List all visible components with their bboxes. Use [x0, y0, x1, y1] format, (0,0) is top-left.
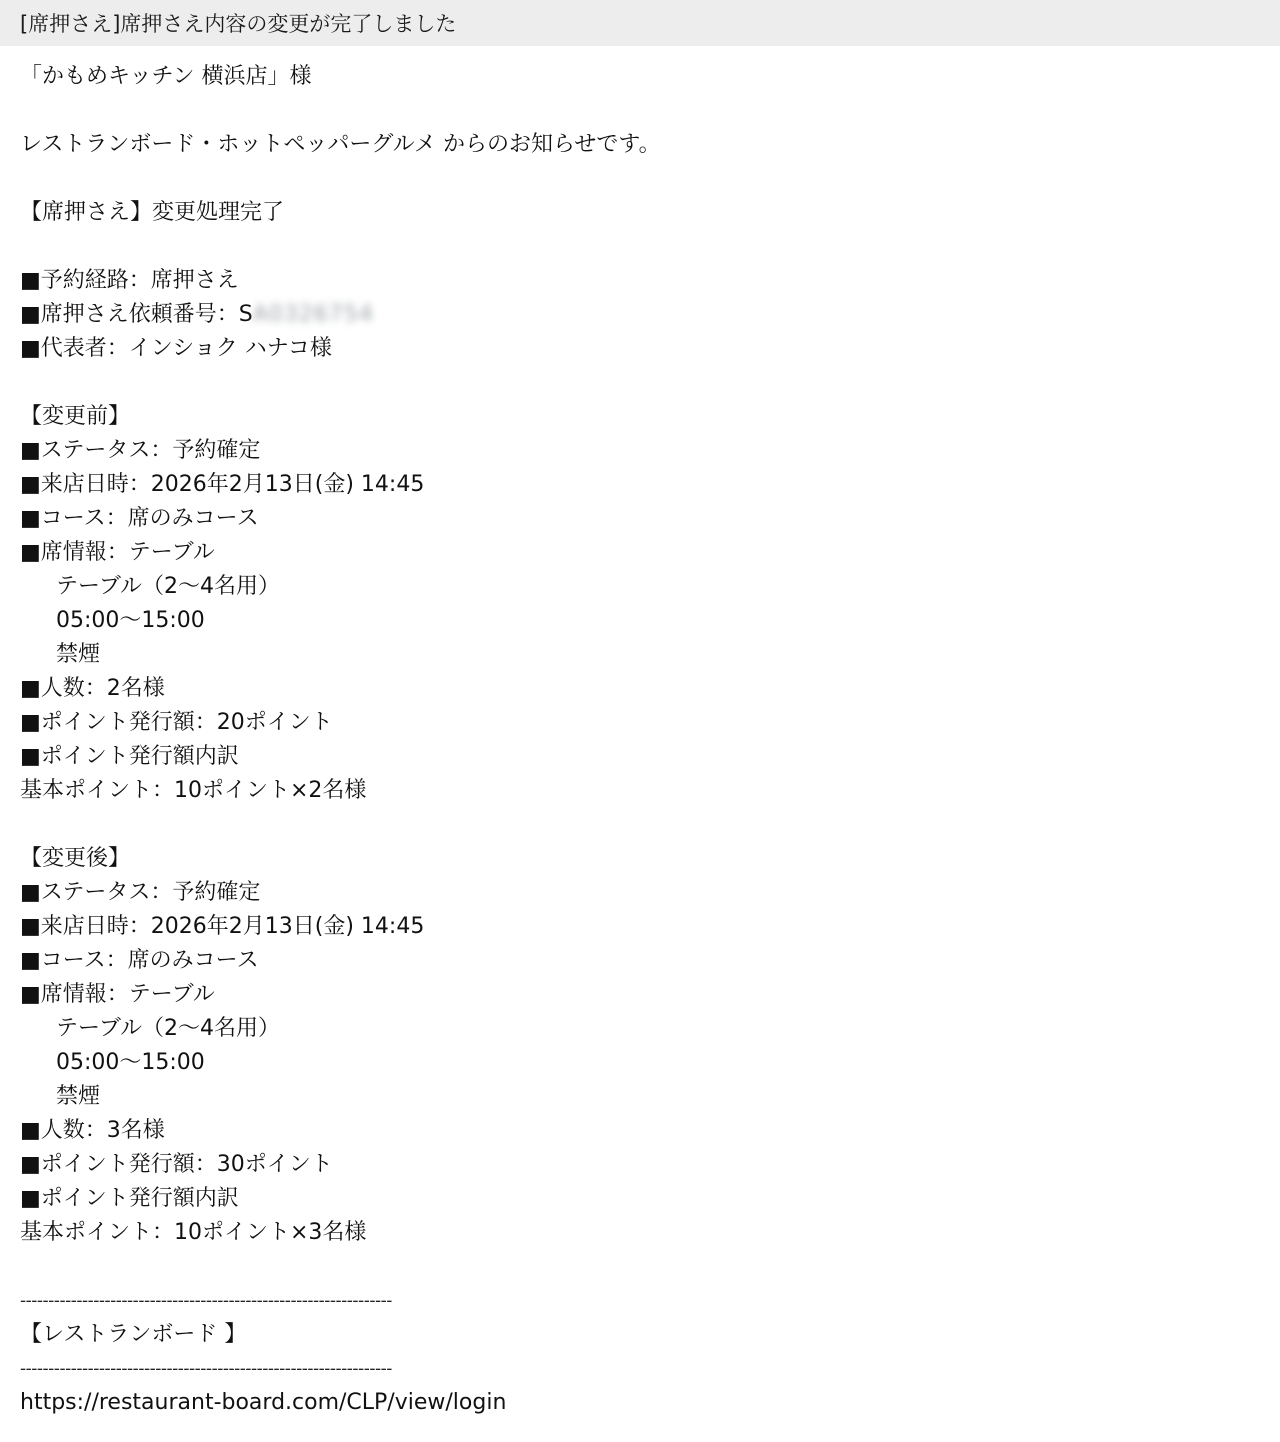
before-seat-smoking: 禁煙: [56, 642, 101, 667]
footer-brand: 【レストランボード 】: [20, 1322, 247, 1347]
divider-top: ------------------------------------------------------------------: [20, 1291, 392, 1311]
after-seat-hours: 05:00〜15:00: [56, 1050, 205, 1075]
before-points: ■ポイント発行額：20ポイント: [20, 710, 333, 735]
after-seat-smoking: 禁煙: [56, 1084, 101, 1109]
before-points-breakdown: 基本ポイント：10ポイント×2名様: [20, 778, 367, 803]
before-course: ■コース：席のみコース: [20, 506, 259, 531]
section-heading: 【席押さえ】変更処理完了: [20, 200, 285, 225]
after-seat: ■席情報：テーブル: [20, 982, 215, 1007]
request-number-label: ■席押さえ依頼番号：S: [20, 302, 253, 327]
before-status: ■ステータス：予約確定: [20, 438, 261, 463]
after-datetime: ■来店日時：2026年2月13日(金) 14:45: [20, 914, 425, 939]
greeting: 「かもめキッチン 横浜店」様: [20, 64, 312, 89]
after-seat-type: テーブル（2〜4名用）: [56, 1016, 281, 1041]
before-seat-hours: 05:00〜15:00: [56, 608, 205, 633]
before-datetime: ■来店日時：2026年2月13日(金) 14:45: [20, 472, 425, 497]
after-points-breakdown: 基本ポイント：10ポイント×3名様: [20, 1220, 367, 1245]
request-number-blurred: A0326754: [252, 302, 374, 327]
after-points: ■ポイント発行額：30ポイント: [20, 1152, 333, 1177]
footer-block: [20, 1284, 1280, 1420]
before-seat-type: テーブル（2〜4名用）: [56, 574, 281, 599]
before-title: 【変更前】: [20, 404, 131, 429]
after-status: ■ステータス：予約確定: [20, 880, 261, 905]
route-line: ■予約経路：席押さえ: [20, 268, 239, 293]
login-link[interactable]: https://restaurant-board.com/CLP/view/login: [20, 1390, 507, 1415]
divider-bottom: ------------------------------------------------------------------: [20, 1359, 392, 1379]
after-points-breakdown-label: ■ポイント発行額内訳: [20, 1186, 239, 1211]
representative-line: ■代表者：インショク ハナコ様: [20, 336, 332, 361]
before-points-breakdown-label: ■ポイント発行額内訳: [20, 744, 239, 769]
before-change-block: [20, 400, 1280, 808]
email-subject-bar: [0, 0, 1280, 46]
email-subject: [席押さえ]席押さえ内容の変更が完了しました: [20, 12, 457, 36]
before-seat: ■席情報：テーブル: [20, 540, 215, 565]
after-title: 【変更後】: [20, 846, 131, 871]
summary-block: [20, 264, 1280, 366]
after-party-size: ■人数：3名様: [20, 1118, 165, 1143]
after-change-block: [20, 842, 1280, 1250]
email-body: [0, 46, 1280, 1420]
request-number-line: [20, 298, 1280, 332]
before-party-size: ■人数：2名様: [20, 676, 165, 701]
intro-text: レストランボード・ホットペッパーグルメ からのお知らせです。: [20, 132, 661, 157]
after-course: ■コース：席のみコース: [20, 948, 259, 973]
